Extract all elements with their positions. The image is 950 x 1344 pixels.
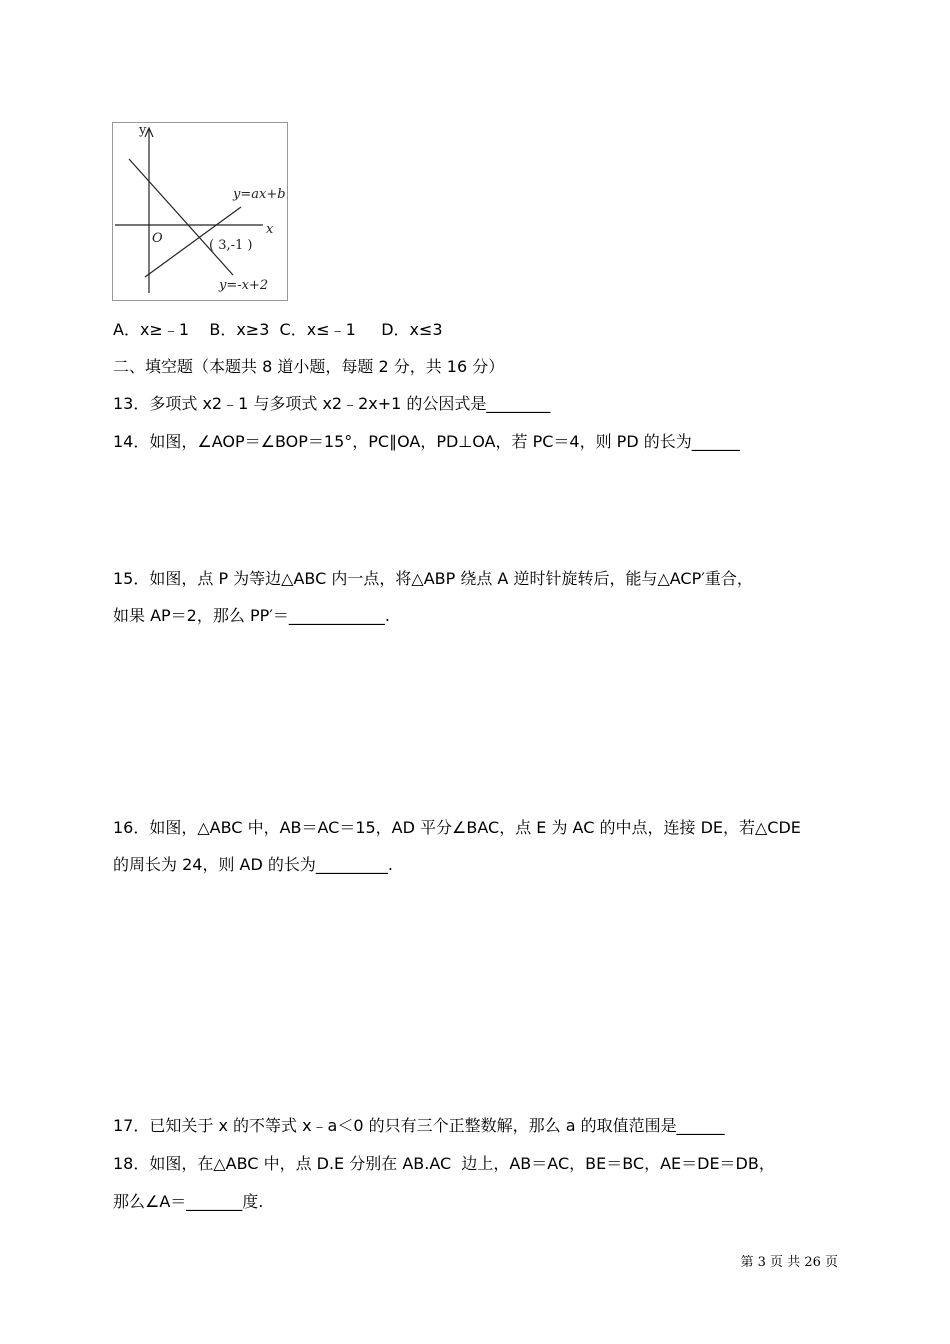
question-17: 17．已知关于 x 的不等式 x﹣a＜0 的只有三个正整数解，那么 a 的取值范围是______ bbox=[113, 1116, 725, 1135]
x-axis-label: x bbox=[266, 222, 274, 237]
y-axis-label: y bbox=[139, 123, 147, 138]
line2-label: y=-x+2 bbox=[219, 278, 269, 293]
question-16-line-2: 的周长为 24，则 AD 的长为_________. bbox=[113, 855, 393, 874]
line-y-neg-x-plus-2 bbox=[129, 159, 233, 275]
question-15-line-1: 15．如图，点 P 为等边△ABC 内一点，将△ABP 绕点 A 逆时针旋转后，能与△ACP′重合， bbox=[113, 569, 753, 588]
question-15-line-2: 如果 AP＝2，那么 PP′＝____________. bbox=[113, 606, 390, 625]
origin-label: O bbox=[152, 231, 163, 246]
graph-figure bbox=[112, 122, 288, 301]
page-number-footer: 第 3 页 共 26 页 bbox=[740, 1255, 838, 1270]
question-18-line-2: 那么∠A＝_______度. bbox=[113, 1192, 264, 1211]
answer-options: A．x≥﹣1 B．x≥3 C．x≤﹣1 D．x≤3 bbox=[113, 320, 443, 339]
question-14: 14．如图，∠AOP＝∠BOP＝15°，PC∥OA，PD⊥OA，若 PC＝4，则 PD 的长为______ bbox=[113, 432, 740, 451]
question-18-line-1: 18．如图，在△ABC 中，点 D.E 分别在 AB.AC 边上，AB＝AC，BE＝BC，AE＝DE＝DB， bbox=[113, 1154, 775, 1173]
coordinate-graph bbox=[113, 123, 287, 300]
point-label: ( 3,-1 ) bbox=[209, 238, 253, 253]
line1-label: y=ax+b bbox=[233, 187, 286, 202]
section-title: 二、填空题（本题共 8 道小题，每题 2 分，共 16 分） bbox=[113, 357, 505, 376]
question-13: 13．多项式 x2﹣1 与多项式 x2﹣2x+1 的公因式是________ bbox=[113, 394, 551, 413]
question-16-line-1: 16．如图，△ABC 中，AB＝AC＝15，AD 平分∠BAC，点 E 为 AC 的中点，连接 DE，若△CDE bbox=[113, 818, 801, 837]
